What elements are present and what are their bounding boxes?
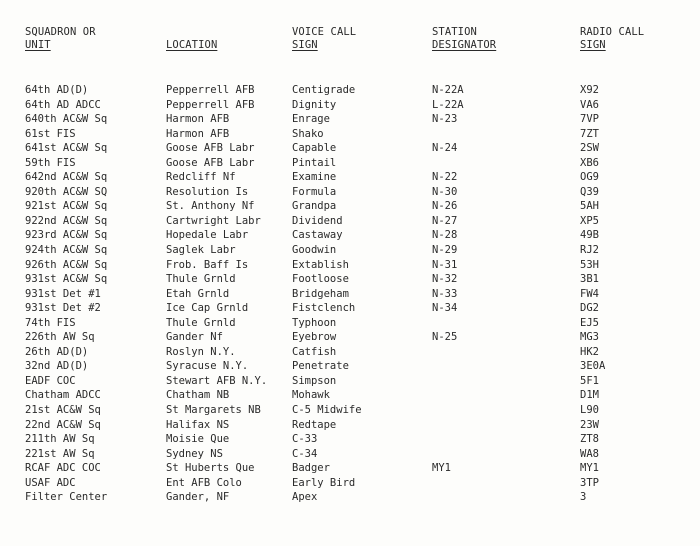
cell-station-designator: N-24	[432, 142, 458, 155]
cell-station-designator: N-31	[432, 258, 458, 271]
table-row	[0, 83, 700, 98]
cell-voice-call-sign: Extablish	[292, 258, 349, 271]
cell-voice-call-sign: Redtape	[292, 418, 337, 431]
cell-unit: 922nd AC&W Sq	[25, 214, 108, 227]
cell-location: Ent AFB Colo	[166, 476, 242, 489]
cell-station-designator: N-29	[432, 244, 458, 257]
header-voice-line2: SIGN	[292, 39, 318, 51]
table-row	[0, 272, 700, 287]
cell-location: Stewart AFB N.Y.	[166, 374, 268, 387]
cell-location: Goose AFB Labr	[166, 142, 255, 155]
cell-unit: 22nd AC&W Sq	[25, 418, 101, 431]
cell-voice-call-sign: Capable	[292, 142, 337, 155]
table-row	[0, 490, 700, 505]
cell-unit: 64th AD ADCC	[25, 98, 101, 111]
header-voice-call-sign	[292, 26, 356, 52]
table-row	[0, 199, 700, 214]
cell-voice-call-sign: Enrage	[292, 113, 330, 126]
table-row	[0, 345, 700, 360]
cell-voice-call-sign: Dignity	[292, 98, 337, 111]
cell-voice-call-sign: C-33	[292, 433, 318, 446]
cell-voice-call-sign: Typhoon	[292, 316, 337, 329]
header-unit	[25, 26, 96, 52]
cell-voice-call-sign: Penetrate	[292, 360, 349, 373]
cell-radio-call-sign: MG3	[580, 331, 599, 344]
table-row	[0, 156, 700, 171]
cell-voice-call-sign: Bridgeham	[292, 287, 349, 300]
cell-location: St. Anthony Nf	[166, 200, 255, 213]
header-station-line1: STATION	[432, 26, 477, 38]
cell-radio-call-sign: RJ2	[580, 244, 599, 257]
call-sign-table	[0, 83, 700, 505]
cell-location: Resolution Is	[166, 185, 249, 198]
cell-unit: EADF COC	[25, 374, 76, 387]
cell-radio-call-sign: EJ5	[580, 316, 599, 329]
cell-radio-call-sign: 7VP	[580, 113, 599, 126]
cell-station-designator: MY1	[432, 462, 451, 475]
cell-location: St Huberts Que	[166, 462, 255, 475]
cell-unit: 61st FIS	[25, 127, 76, 140]
header-station-line2: DESIGNATOR	[432, 39, 497, 51]
table-row	[0, 461, 700, 476]
cell-voice-call-sign: Shako	[292, 127, 324, 140]
header-voice-line1: VOICE CALL	[292, 26, 357, 38]
table-row	[0, 98, 700, 113]
table-row	[0, 388, 700, 403]
table-row	[0, 112, 700, 127]
cell-location: Harmon AFB	[166, 127, 230, 140]
cell-radio-call-sign: HK2	[580, 345, 599, 358]
header-unit-line2: UNIT	[25, 39, 51, 51]
cell-location: Pepperrell AFB	[166, 84, 255, 96]
cell-unit: 923rd AC&W Sq	[25, 229, 108, 242]
cell-location: Thule Grnld	[166, 273, 236, 286]
cell-location: Pepperrell AFB	[166, 98, 255, 111]
cell-station-designator: N-33	[432, 287, 458, 300]
cell-location: Hopedale Labr	[166, 229, 249, 242]
cell-location: Chatham NB	[166, 389, 230, 402]
cell-voice-call-sign: Catfish	[292, 345, 337, 358]
cell-location: Ice Cap Grnld	[166, 302, 249, 315]
cell-voice-call-sign: Goodwin	[292, 244, 337, 257]
cell-radio-call-sign: 23W	[580, 418, 599, 431]
cell-unit: 640th AC&W Sq	[25, 113, 108, 126]
cell-voice-call-sign: Badger	[292, 462, 330, 475]
cell-unit: Filter Center	[25, 491, 108, 504]
cell-radio-call-sign: ZT8	[580, 433, 599, 446]
table-row	[0, 228, 700, 243]
cell-unit: 931st AC&W Sq	[25, 273, 108, 286]
cell-radio-call-sign: WA8	[580, 447, 599, 460]
cell-unit: 221st AW Sq	[25, 447, 95, 460]
cell-unit: 226th AW Sq	[25, 331, 95, 344]
cell-location: Cartwright Labr	[166, 214, 261, 227]
cell-unit: 59th FIS	[25, 156, 76, 169]
cell-station-designator: N-32	[432, 273, 458, 286]
cell-radio-call-sign: Q39	[580, 185, 599, 198]
table-row	[0, 287, 700, 302]
cell-unit: USAF ADC	[25, 476, 76, 489]
cell-radio-call-sign: XB6	[580, 156, 599, 169]
cell-radio-call-sign: 49B	[580, 229, 599, 242]
table-row	[0, 301, 700, 316]
cell-voice-call-sign: C-5 Midwife	[292, 404, 362, 417]
cell-radio-call-sign: X92	[580, 84, 599, 96]
cell-unit: RCAF ADC COC	[25, 462, 101, 475]
cell-radio-call-sign: OG9	[580, 171, 599, 184]
table-row	[0, 447, 700, 462]
header-location-line1: LOCATION	[166, 39, 218, 51]
cell-location: Frob. Baff Is	[166, 258, 249, 271]
cell-voice-call-sign: Formula	[292, 185, 337, 198]
cell-radio-call-sign: 3	[580, 491, 587, 504]
cell-station-designator: N-30	[432, 185, 458, 198]
cell-location: Gander Nf	[166, 331, 223, 344]
cell-radio-call-sign: 53H	[580, 258, 599, 271]
cell-radio-call-sign: DG2	[580, 302, 599, 315]
cell-voice-call-sign: Castaway	[292, 229, 343, 242]
cell-location: Roslyn N.Y.	[166, 345, 236, 358]
cell-unit: 64th AD(D)	[25, 84, 89, 96]
cell-unit: 931st Det #2	[25, 302, 101, 315]
cell-station-designator: L-22A	[432, 98, 464, 111]
cell-station-designator: N-23	[432, 113, 458, 126]
table-row	[0, 476, 700, 491]
cell-station-designator: N-27	[432, 214, 458, 227]
cell-location: Saglek Labr	[166, 244, 236, 257]
cell-unit: 26th AD(D)	[25, 345, 89, 358]
cell-unit: 921st AC&W Sq	[25, 200, 108, 213]
cell-station-designator: N-22A	[432, 84, 464, 96]
cell-unit: 642nd AC&W Sq	[25, 171, 108, 184]
cell-voice-call-sign: Pintail	[292, 156, 337, 169]
cell-radio-call-sign: 3B1	[580, 273, 599, 286]
cell-unit: 641st AC&W Sq	[25, 142, 108, 155]
table-row	[0, 418, 700, 433]
cell-location: Moisie Que	[166, 433, 230, 446]
cell-radio-call-sign: 5AH	[580, 200, 599, 213]
cell-location: Sydney NS	[166, 447, 223, 460]
table-row	[0, 359, 700, 374]
cell-radio-call-sign: 2SW	[580, 142, 599, 155]
table-row	[0, 243, 700, 258]
cell-location: Etah Grnld	[166, 287, 230, 300]
cell-radio-call-sign: XP5	[580, 214, 599, 227]
cell-unit: 931st Det #1	[25, 287, 101, 300]
cell-unit: Chatham ADCC	[25, 389, 101, 402]
table-row	[0, 185, 700, 200]
cell-radio-call-sign: 3TP	[580, 476, 599, 489]
cell-station-designator: N-26	[432, 200, 458, 213]
cell-radio-call-sign: 7ZT	[580, 127, 599, 140]
cell-voice-call-sign: Fistclench	[292, 302, 356, 315]
cell-station-designator: N-28	[432, 229, 458, 242]
header-unit-line1: SQUADRON OR	[25, 26, 96, 38]
cell-voice-call-sign: Examine	[292, 171, 337, 184]
cell-location: Goose AFB Labr	[166, 156, 255, 169]
cell-unit: 211th AW Sq	[25, 433, 95, 446]
table-row	[0, 170, 700, 185]
cell-unit: 74th FIS	[25, 316, 76, 329]
cell-voice-call-sign: Centigrade	[292, 84, 356, 96]
cell-unit: 920th AC&W SQ	[25, 185, 108, 198]
table-row	[0, 403, 700, 418]
header-location	[166, 39, 217, 52]
cell-location: Redcliff Nf	[166, 171, 236, 184]
header-radio-line2: SIGN	[580, 39, 606, 51]
cell-location: Harmon AFB	[166, 113, 230, 126]
cell-location: Gander, NF	[166, 491, 230, 504]
header-radio-line1: RADIO CALL	[580, 26, 645, 38]
cell-station-designator: N-22	[432, 171, 458, 184]
cell-location: St Margarets NB	[166, 404, 261, 417]
cell-unit: 924th AC&W Sq	[25, 244, 108, 257]
cell-voice-call-sign: Apex	[292, 491, 318, 504]
cell-radio-call-sign: FW4	[580, 287, 599, 300]
cell-station-designator: N-34	[432, 302, 458, 315]
cell-voice-call-sign: Simpson	[292, 374, 337, 387]
table-row	[0, 127, 700, 142]
cell-voice-call-sign: Dividend	[292, 214, 343, 227]
cell-location: Halifax NS	[166, 418, 230, 431]
cell-radio-call-sign: VA6	[580, 98, 599, 111]
table-row	[0, 141, 700, 156]
cell-location: Thule Grnld	[166, 316, 236, 329]
header-radio-call-sign	[580, 26, 644, 52]
cell-voice-call-sign: Eyebrow	[292, 331, 337, 344]
cell-radio-call-sign: 3E0A	[580, 360, 606, 373]
cell-radio-call-sign: L90	[580, 404, 599, 417]
cell-radio-call-sign: 5F1	[580, 374, 599, 387]
header-station-designator	[432, 26, 496, 52]
cell-voice-call-sign: C-34	[292, 447, 318, 460]
cell-radio-call-sign: MY1	[580, 462, 599, 475]
cell-unit: 32nd AD(D)	[25, 360, 89, 373]
table-row	[0, 432, 700, 447]
cell-voice-call-sign: Early Bird	[292, 476, 356, 489]
cell-unit: 21st AC&W Sq	[25, 404, 101, 417]
cell-voice-call-sign: Grandpa	[292, 200, 337, 213]
table-row	[0, 316, 700, 331]
cell-voice-call-sign: Mohawk	[292, 389, 330, 402]
table-row	[0, 258, 700, 273]
cell-unit: 926th AC&W Sq	[25, 258, 108, 271]
table-row	[0, 330, 700, 345]
cell-station-designator: N-25	[432, 331, 458, 344]
cell-radio-call-sign: D1M	[580, 389, 599, 402]
table-row	[0, 214, 700, 229]
table-row	[0, 374, 700, 389]
cell-location: Syracuse N.Y.	[166, 360, 249, 373]
cell-voice-call-sign: Footloose	[292, 273, 349, 286]
